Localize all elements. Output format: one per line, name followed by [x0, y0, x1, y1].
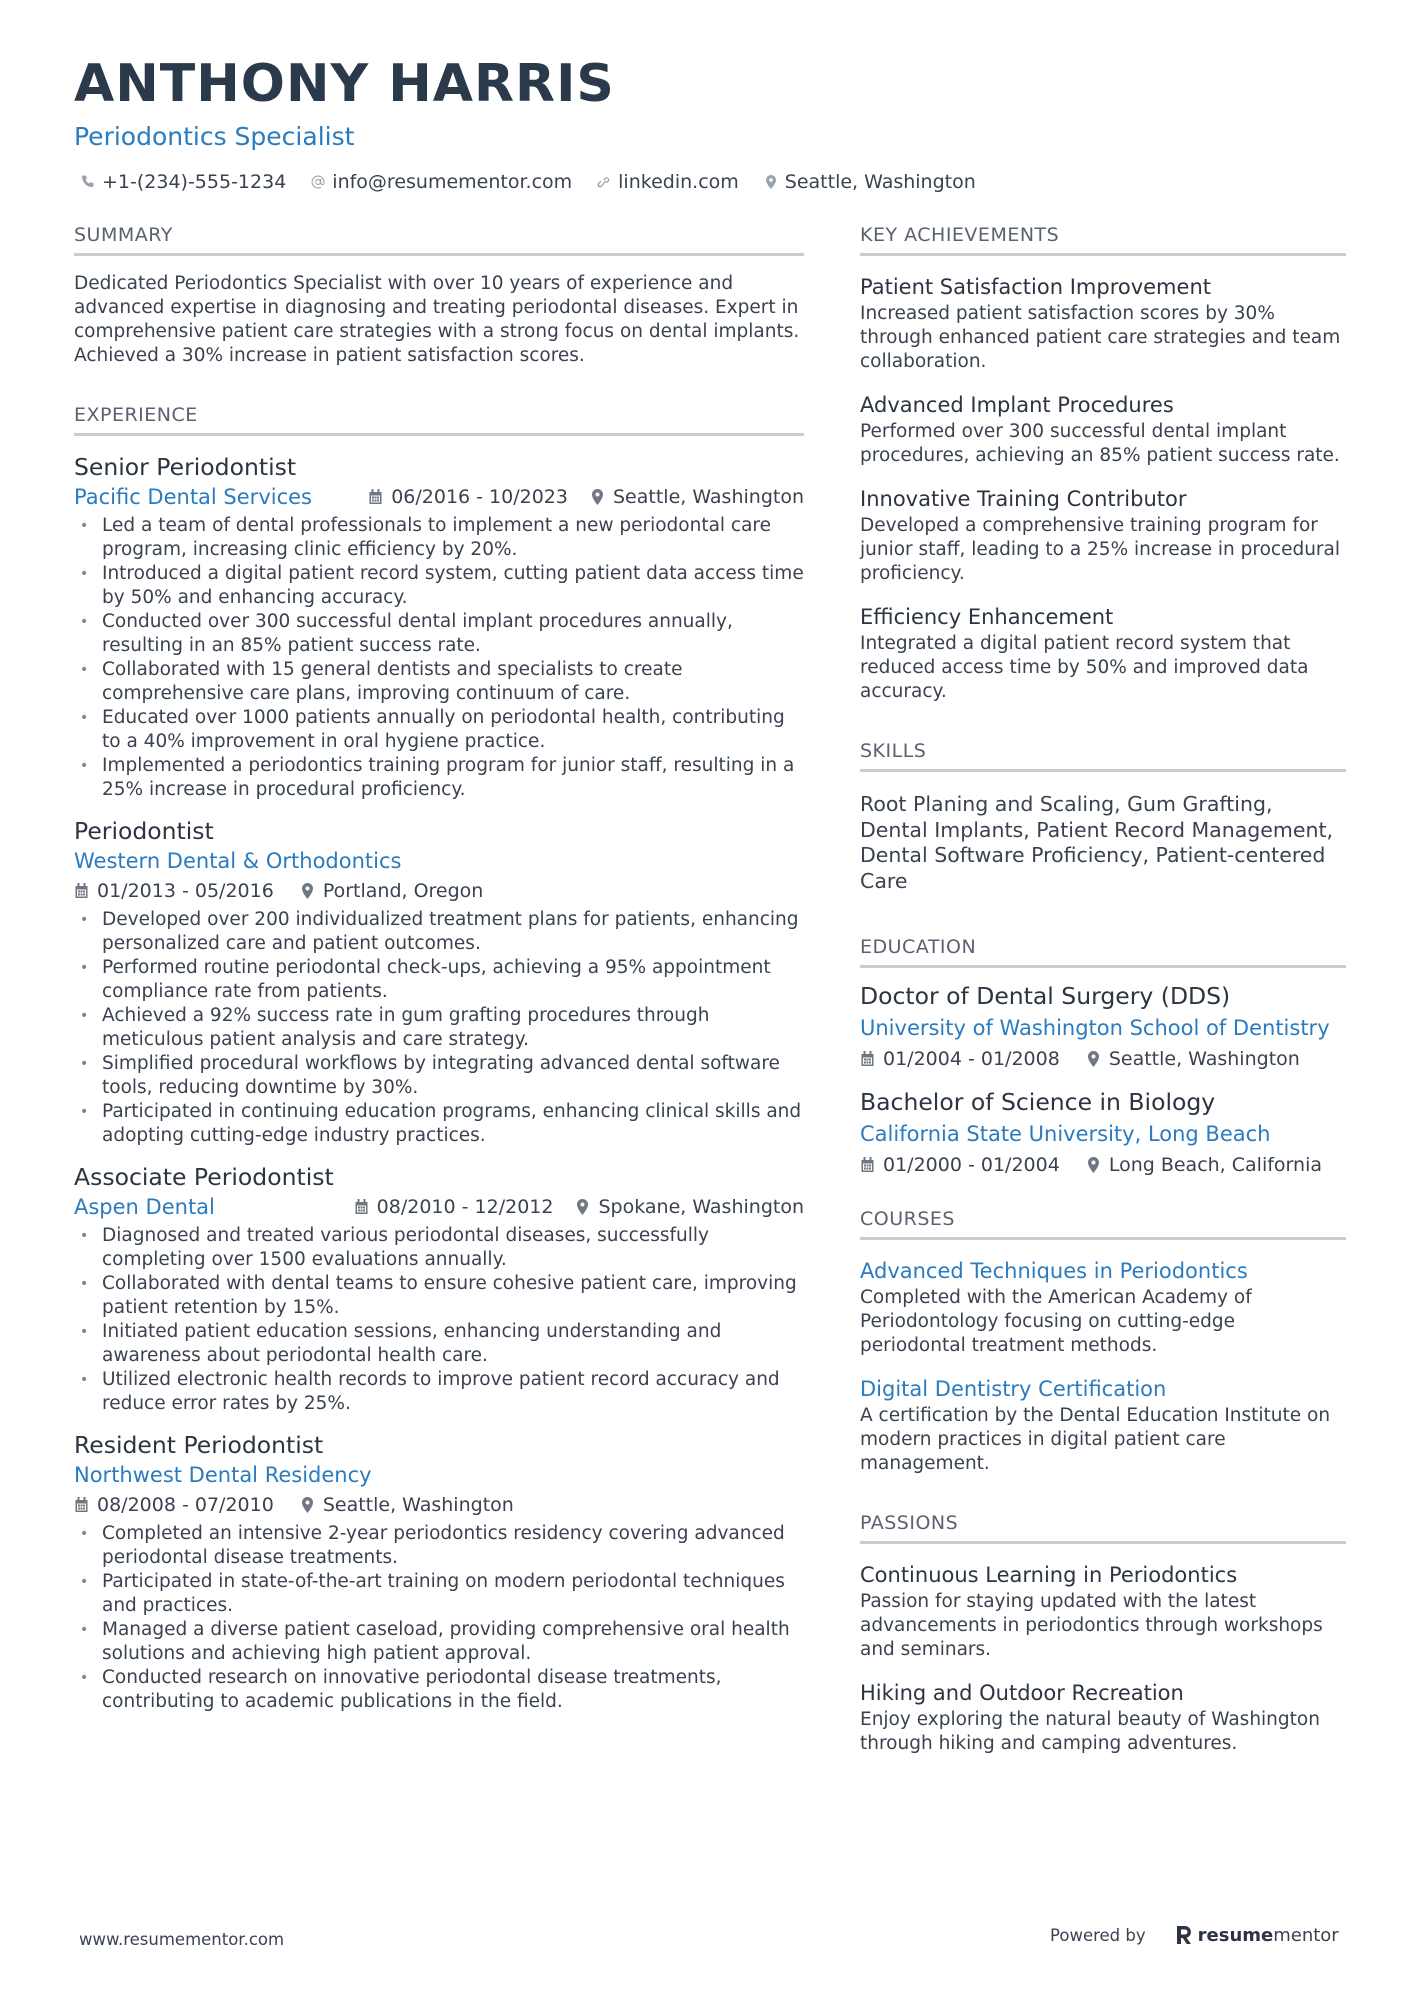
footer-branding	[1050, 1924, 1339, 1946]
edu-dates-text: 01/2000 - 01/2004	[883, 1154, 1060, 1176]
job-title: Associate Periodontist	[74, 1163, 334, 1191]
edu-school: University of Washington School of Dentistry	[860, 1016, 1330, 1040]
summary-text: Dedicated Periodontics Specialist with over 10 years of experience and advanced expertise in diagnosing and treating periodontal diseases. Expert in comprehensive patient care strategies with a strong focus on dental implants. Achieved a 30% increase in patient satisfaction scores.	[74, 273, 800, 366]
edu-dates-text: 01/2004 - 01/2008	[883, 1048, 1060, 1070]
phone-icon	[80, 174, 96, 190]
job-title: Periodontist	[74, 817, 214, 845]
experience-heading: EXPERIENCE	[74, 406, 804, 436]
email-text: info@resumementor.com	[332, 171, 573, 193]
job-dates-text: 01/2013 - 05/2016	[97, 880, 274, 902]
edu-degree: Bachelor of Science in Biology	[860, 1088, 1216, 1116]
job-location	[300, 876, 484, 906]
job-dates	[368, 482, 568, 512]
skills-text: Root Planing and Scaling, Gum Grafting, Dental Implants, Patient Record Management, Dental Software Proficiency, Patient-centered Care	[860, 792, 1334, 893]
at-icon	[310, 174, 326, 190]
job-bullets	[74, 1522, 804, 1714]
job-bullet: • Diagnosed and treated various periodontal diseases, successfully completing over 1500 evaluations annually.	[74, 1224, 804, 1272]
job-bullet: • Completed an intensive 2-year periodontics residency covering advanced periodontal disease treatments.	[74, 1522, 804, 1570]
contact-linkedin[interactable]	[596, 171, 739, 193]
job-bullet: • Initiated patient education sessions, enhancing understanding and awareness about periodontal health care.	[74, 1320, 804, 1368]
calendar-icon	[74, 1497, 89, 1513]
achievement-text: Integrated a digital patient record system that reduced access time by 50% and improved data accuracy.	[860, 633, 1309, 702]
location-pin-icon	[763, 174, 779, 190]
job-dates	[354, 1192, 554, 1222]
link-icon	[596, 174, 612, 190]
edu-degree: Doctor of Dental Surgery (DDS)	[860, 982, 1231, 1010]
linkedin-text: linkedin.com	[618, 171, 739, 193]
job-bullet: • Participated in state-of-the-art training on modern periodontal techniques and practices.	[74, 1570, 804, 1618]
company-name: Western Dental & Orthodontics	[74, 849, 402, 873]
calendar-icon	[860, 1157, 875, 1173]
calendar-icon	[74, 883, 89, 899]
education-heading: EDUCATION	[860, 938, 1346, 968]
job-bullet: • Performed routine periodontal check-ups, achieving a 95% appointment compliance rate from patients.	[74, 956, 804, 1004]
job-entry	[74, 1162, 804, 1416]
calendar-icon	[354, 1199, 369, 1215]
location-pin-icon	[590, 489, 605, 505]
job-bullet: • Participated in continuing education programs, enhancing clinical skills and adopting cutting-edge industry practices.	[74, 1100, 804, 1148]
powered-by-label: Powered by	[1050, 1925, 1146, 1945]
job-bullet: • Managed a diverse patient caseload, providing comprehensive oral health solutions and achieving high patient approval.	[74, 1618, 804, 1666]
job-entry	[74, 452, 804, 802]
edu-location-text: Seattle, Washington	[1108, 1048, 1300, 1070]
passion-title: Continuous Learning in Periodontics	[860, 1563, 1238, 1587]
summary-heading: SUMMARY	[74, 226, 804, 256]
contact-phone[interactable]	[80, 171, 286, 193]
course-title: Advanced Techniques in Periodontics	[860, 1259, 1248, 1283]
right-column	[860, 226, 1346, 1772]
skills-heading: SKILLS	[860, 742, 1346, 772]
location-pin-icon	[1086, 1157, 1101, 1173]
job-dates-text: 08/2010 - 12/2012	[376, 1196, 554, 1218]
achievement-title: Innovative Training Contributor	[860, 487, 1187, 511]
job-entry	[74, 816, 804, 1148]
job-bullets	[74, 908, 804, 1148]
achievements-heading: KEY ACHIEVEMENTS	[860, 226, 1346, 256]
resumementor-logo-icon	[1174, 1924, 1194, 1946]
course-title: Digital Dentistry Certification	[860, 1377, 1167, 1401]
achievement-item	[860, 390, 1346, 468]
passion-item	[860, 1560, 1346, 1662]
location-text: Seattle, Washington	[784, 171, 976, 193]
job-bullet: • Simplified procedural workflows by integrating advanced dental software tools, reducing downtime by 30%.	[74, 1052, 804, 1100]
achievement-text: Increased patient satisfaction scores by 30% through enhanced patient care strategies and team collaboration.	[860, 303, 1341, 372]
company-name: Pacific Dental Services	[74, 485, 312, 509]
job-location-text: Seattle, Washington	[322, 1494, 514, 1516]
edu-dates	[860, 1044, 1060, 1074]
job-bullet: • Educated over 1000 patients annually on periodontal health, contributing to a 40% improvement in oral hygiene practice.	[74, 706, 804, 754]
achievement-item	[860, 272, 1346, 374]
contact-bar	[80, 171, 1000, 193]
passion-title: Hiking and Outdoor Recreation	[860, 1681, 1184, 1705]
location-pin-icon	[1086, 1051, 1101, 1067]
course-item	[860, 1374, 1346, 1476]
job-bullet: • Collaborated with 15 general dentists and specialists to create comprehensive care plans, improving continuum of care.	[74, 658, 804, 706]
edu-dates	[860, 1150, 1060, 1180]
contact-email[interactable]	[310, 171, 572, 193]
achievement-text: Performed over 300 successful dental implant procedures, achieving an 85% patient success rate.	[860, 421, 1340, 466]
job-bullets	[74, 1224, 804, 1416]
candidate-name: ANTHONY HARRIS	[74, 54, 615, 114]
job-bullet: • Conducted over 300 successful dental implant procedures annually, resulting in an 85% patient success rate.	[74, 610, 804, 658]
edu-location	[1086, 1044, 1300, 1074]
left-column	[74, 226, 804, 1728]
passions-heading: PASSIONS	[860, 1514, 1346, 1544]
job-location-text: Spokane, Washington	[598, 1196, 804, 1218]
achievement-title: Patient Satisfaction Improvement	[860, 275, 1211, 299]
education-item	[860, 1086, 1346, 1180]
job-bullet: • Utilized electronic health records to improve patient record accuracy and reduce error rates by 25%.	[74, 1368, 804, 1416]
job-dates-text: 06/2016 - 10/2023	[391, 486, 568, 508]
job-dates	[74, 1490, 274, 1520]
job-bullet: • Collaborated with dental teams to ensure cohesive patient care, improving patient retention by 15%.	[74, 1272, 804, 1320]
passion-text: Enjoy exploring the natural beauty of Washington through hiking and camping adventures.	[860, 1709, 1320, 1754]
location-pin-icon	[300, 883, 315, 899]
job-bullet: • Achieved a 92% success rate in gum grafting procedures through meticulous patient analysis and care strategy.	[74, 1004, 804, 1052]
achievement-title: Advanced Implant Procedures	[860, 393, 1174, 417]
job-location	[300, 1490, 514, 1520]
candidate-role: Periodontics Specialist	[74, 122, 355, 151]
achievement-item	[860, 484, 1346, 586]
passion-text: Passion for staying updated with the latest advancements in periodontics through workshops and seminars.	[860, 1591, 1323, 1660]
company-name: Northwest Dental Residency	[74, 1463, 372, 1487]
job-bullet: • Conducted research on innovative periodontal disease treatments, contributing to academic publications in the field.	[74, 1666, 804, 1714]
job-bullet: • Led a team of dental professionals to implement a new periodontal care program, increasing clinic efficiency by 20%.	[74, 514, 804, 562]
edu-location-text: Long Beach, California	[1108, 1154, 1322, 1176]
location-pin-icon	[575, 1199, 590, 1215]
job-bullets	[74, 514, 804, 802]
job-title: Resident Periodontist	[74, 1431, 324, 1459]
contact-location	[763, 171, 976, 193]
passion-item	[860, 1678, 1346, 1756]
job-bullet: • Introduced a digital patient record system, cutting patient data access time by 50% and enhancing accuracy.	[74, 562, 804, 610]
education-item	[860, 980, 1346, 1074]
brand-logo[interactable]	[1174, 1924, 1339, 1946]
job-dates-text: 08/2008 - 07/2010	[97, 1494, 274, 1516]
brand-bold: resume	[1197, 1924, 1274, 1946]
job-bullet: • Implemented a periodontics training program for junior staff, resulting in a 25% increase in procedural proficiency.	[74, 754, 804, 802]
job-dates	[74, 876, 274, 906]
brand-rest: mentor	[1273, 1924, 1339, 1946]
job-title: Senior Periodontist	[74, 453, 297, 481]
company-name: Aspen Dental	[74, 1195, 215, 1219]
phone-text: +1-(234)-555-1234	[102, 171, 287, 193]
achievement-title: Efficiency Enhancement	[860, 605, 1114, 629]
job-location-text: Seattle, Washington	[613, 486, 804, 508]
course-text: Completed with the American Academy of Periodontology focusing on cutting-edge periodontal treatment methods.	[860, 1287, 1252, 1356]
job-location	[590, 482, 804, 512]
location-pin-icon	[300, 1497, 315, 1513]
course-text: A certification by the Dental Education Institute on modern practices in digital patient care management.	[860, 1405, 1331, 1474]
courses-heading: COURSES	[860, 1210, 1346, 1240]
footer-website[interactable]: www.resumementor.com	[79, 1930, 285, 1949]
course-item	[860, 1256, 1346, 1358]
job-location-text: Portland, Oregon	[322, 880, 484, 902]
calendar-icon	[860, 1051, 875, 1067]
edu-school: California State University, Long Beach	[860, 1122, 1271, 1146]
calendar-icon	[368, 489, 383, 505]
job-bullet: • Developed over 200 individualized treatment plans for patients, enhancing personalized care and patient outcomes.	[74, 908, 804, 956]
job-location	[575, 1192, 804, 1222]
edu-location	[1086, 1150, 1322, 1180]
job-entry	[74, 1430, 804, 1714]
achievement-item	[860, 602, 1346, 704]
achievement-text: Developed a comprehensive training program for junior staff, leading to a 25% increase in procedural proficiency.	[860, 515, 1340, 584]
